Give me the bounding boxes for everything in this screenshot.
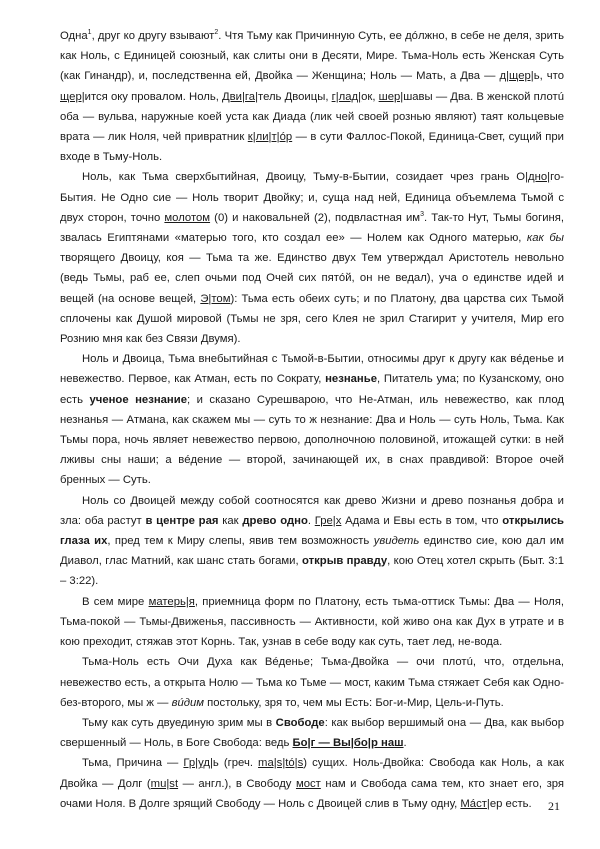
footnote-ref: 1 bbox=[87, 29, 92, 37]
text-run: ь (греч. bbox=[212, 757, 259, 770]
text-run: к|ли|т|óр bbox=[247, 131, 293, 144]
text-run: : как выбор вершимый она — Два, как выбор свершенный — Ноль, в Боге Свобода: ведь bbox=[60, 716, 564, 750]
text-run: шавы — Два. В женской плотú оба — вульва, наружные коей уста как Диада (лик чей своей рознью являют) таят кольцевые врата — лик Ноля, чей привратник bbox=[60, 90, 564, 144]
text-run: Одна bbox=[60, 30, 88, 42]
paragraph bbox=[60, 713, 564, 753]
text-run: ) сущих. Ноль-Двойка: Свобода как Ноль, а как Двойка — Долг ( bbox=[60, 757, 564, 790]
text-run: В сем мире bbox=[82, 595, 149, 608]
paragraph bbox=[60, 753, 564, 814]
text-run: как bbox=[218, 514, 243, 527]
text-run: , пред тем к Миру слепы, явив тем возможность bbox=[107, 535, 374, 548]
body-text bbox=[60, 26, 564, 814]
text-run: единство сие, кою дал им Диавол, глас Матний, как шанс стать богами, bbox=[60, 535, 564, 568]
text-run: ): Тьма есть обеих суть; и по Платону, два царства сих Тьмой сплочены как Душой мировой (Тьмы не зря, сего Клея не зрил Стагирит у учителя, Мир его Рознию мня как без Связи Двумя). bbox=[60, 292, 564, 346]
text-run: незнанье bbox=[325, 373, 377, 386]
text-run: ma|s|tó|s bbox=[258, 757, 304, 770]
text-run: Гр|уд| bbox=[183, 757, 213, 770]
text-run: Дви|га| bbox=[222, 90, 259, 103]
text-run: Ноль и Двоица, Тьма внебытийная с Тьмой-в-Бытии, относимы друг к другу как вéденье и невежество. Первое, как Атман, есть по Сократу, bbox=[60, 353, 564, 386]
text-run: — в сути Фаллос-Покой, Единица-Свет, сущий при входе в Тьму-Ноль. bbox=[60, 131, 564, 164]
text-run: Тьму как суть двуединую зрим мы в bbox=[82, 716, 276, 729]
text-run: . Чтя Тьму как Причинную Суть, ее дóлжно, в себе не деля, зрить как Ноль, с Единицей союзный, как слиты они в Десяти, Мире. Тьма-Ноль есть Женская Суть (как Гинандр), и, последственна ей, Двойка — Женщина; Ноль — Мать, а Два — bbox=[60, 30, 564, 83]
text-run: (0) и наковальней (2), подвластная им bbox=[210, 211, 421, 224]
text-run: . bbox=[307, 514, 315, 527]
text-run: ок, bbox=[361, 90, 379, 103]
text-run: нам и Свобода сама тем, кто знает его, зря очами Ноля. В Долге зрящий Свободу — Ноль с Двоицей слив в Тьму одну, bbox=[60, 777, 565, 810]
text-run: тель Двоицы, bbox=[258, 90, 332, 103]
text-run: Адама и Евы есть в том, что bbox=[341, 514, 503, 527]
paragraph bbox=[60, 167, 564, 349]
text-run: шер| bbox=[378, 90, 404, 103]
text-run: древо одно bbox=[242, 514, 308, 527]
text-run: Тьма, Причина — bbox=[82, 757, 184, 770]
paragraph bbox=[60, 592, 564, 653]
footnote-ref: 3 bbox=[420, 211, 424, 219]
text-run: ь, что bbox=[533, 70, 564, 83]
text-run: д|щер| bbox=[499, 70, 534, 83]
footnote-ref: 2 bbox=[214, 29, 219, 37]
paragraph bbox=[60, 491, 564, 592]
text-run: го-Бытия. Не Одно сие — Ноль творит Двойку; и, суща над ней, Единица объемлема Тьмой с двух сторон, точно bbox=[60, 171, 564, 224]
text-run: открылись глаза их bbox=[60, 514, 564, 548]
paragraph bbox=[60, 652, 564, 713]
text-run: постольку, зря то, чем мы Есть: Бог-и-Мир, Цель-и-Путь. bbox=[204, 696, 504, 709]
text-run: , кою Отец хотел скрыть (Быт. 3:1 – 3:22). bbox=[60, 555, 564, 588]
text-run: ится оку провалом. Ноль, bbox=[84, 90, 223, 103]
text-run: г|лад| bbox=[331, 90, 362, 103]
text-run: молотом bbox=[164, 211, 211, 224]
paragraph bbox=[60, 349, 564, 490]
text-run: Тьма-Ноль есть Очи Духа как Вéденье; Тьма-Двойка — очи плотú, что, отдельна, невежество есть, а открыта Нолю — Тьма ко Тьме — мост, каким Тьма стяжает Себя как Одно-без-второго, мы ж — bbox=[60, 656, 564, 709]
text-run: Ноль со Двоицей между собой соотносятся как древо Жизни и древо познанья добра и зла: оба растут bbox=[60, 494, 564, 527]
text-run: Ноль, как Тьма сверхбытийная, Двоицу, Тьму-в-Бытии, созидает чрез грань О| bbox=[82, 171, 529, 184]
paragraph bbox=[60, 26, 564, 167]
text-run: ; и сказано Сурешварою, что Не-Атман, иль невежество, как плод незнанья — Атмана, как скажем мы — суть то ж незнание: Два и Ноль — суть Ноль, Тьма. Как Тьмы пора, ночь являет невежество первою, дополночною половиной, итожащей сутки: в ней лживы сны наши; а вéдение — второй, зачинающей их, в снах правдивой: Второе очей бренных — Суть. bbox=[60, 393, 564, 487]
text-run: mu|st bbox=[150, 777, 179, 790]
text-run: , приемница форм по Платону, есть тьма-оттиск Тьмы: Два — Ноля, Тьма-покой — Тьмы-Движенья, пассивность — Активности, кой живо она как Дух в утрате и в кою преходит, стяжав этот Корнь. Так, узнав в себе воду как суть, тает лед, не-вода. bbox=[60, 595, 564, 649]
text-run: Свободе bbox=[275, 716, 325, 729]
text-run: . Так-то Нут, Тьмы богиня, звалась Египтянами «матерью того, кто создал ее» — Нолем как Одного матерью, bbox=[60, 211, 565, 245]
text-run: Э|том bbox=[200, 292, 231, 305]
text-run: увидеть bbox=[373, 535, 420, 548]
text-run: ер есть. bbox=[489, 797, 532, 810]
text-run: . bbox=[403, 737, 407, 750]
text-run: матерь|я bbox=[148, 595, 195, 608]
text-run: мост bbox=[295, 777, 321, 790]
text-run: вúдим bbox=[171, 696, 205, 709]
text-run: в центре рая bbox=[145, 514, 219, 527]
text-run: ученое незнание bbox=[89, 393, 187, 406]
text-run: , друг ко другу взывают bbox=[91, 30, 215, 42]
text-run: как бы bbox=[526, 232, 564, 245]
text-run: дно| bbox=[528, 171, 551, 184]
text-run: Гре|х bbox=[314, 514, 342, 527]
text-run: Бо|г — Вы|бо|р наш bbox=[292, 737, 404, 750]
text-run: открыв правду bbox=[301, 555, 388, 568]
text-run: творящего Двоицу, коя — Тьма та же. Единство двух Тем утверждал Аристотель невольно (ведь Тьмы, раб ее, слеп очьми под Очей сих пятóй, он не ведал), уча о единстве идей и вещей (на основе вещей, bbox=[60, 252, 564, 305]
page-number: 21 bbox=[548, 799, 560, 813]
text-run: щер| bbox=[60, 90, 85, 103]
text-run: , Питатель ума; по Кузанскому, оно есть bbox=[60, 373, 564, 406]
text-run: — англ.), в Свободу bbox=[178, 777, 296, 790]
text-run: Мáст| bbox=[460, 797, 490, 810]
